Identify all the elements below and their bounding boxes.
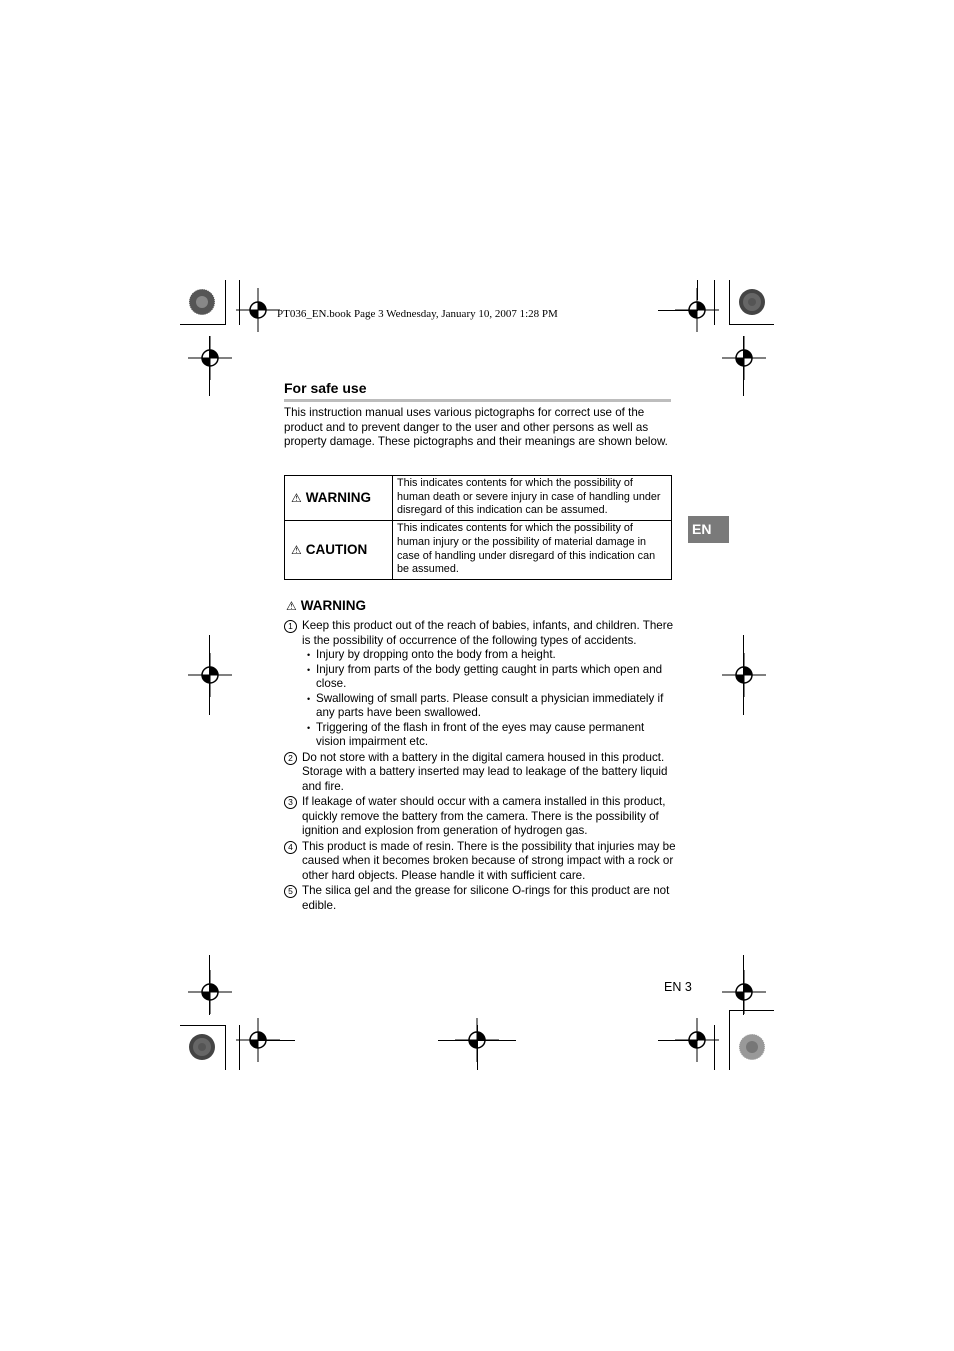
warning-item [284,795,676,839]
warning-item [284,751,676,795]
density-star-mark [188,288,216,316]
warning-heading: ⚠ WARNING [286,598,367,613]
warning-item [284,619,676,750]
legend-row-caution [285,521,672,580]
legend-row-warning [285,476,672,521]
warning-item [284,884,676,913]
legend-label-cell [285,521,393,580]
item-number: 5 [284,885,297,898]
item-text: The silica gel and the grease for silicone O-rings for this product are not edible. [302,884,670,912]
registration-mark [722,336,766,380]
title-underline [284,399,671,402]
item-number: 3 [284,796,297,809]
bullet-item: • Injury from parts of the body getting caught in parts which open and close. [302,663,676,692]
registration-mark [722,653,766,697]
density-star-mark [188,1033,216,1061]
registration-mark [188,970,232,1014]
legend-label: CAUTION [305,541,368,557]
item-number: 1 [284,620,297,633]
bullet-item: • Triggering of the flash in front of the eyes may cause permanent vision impairment etc. [302,721,676,750]
item-text: This product is made of resin. There is the possibility that injuries may be caused when it becomes broken because of strong impact with a rock or other hard objects. Please handle it with sufficient care. [302,839,676,882]
caution-triangle-icon: ⚠ [291,542,302,557]
density-star-mark [738,288,766,316]
bullet-item: • Injury by dropping onto the body from a height. [302,648,676,663]
item-text: Do not store with a battery in the digital camera housed in this product. Storage with a battery inserted may lead to leakage of the battery liquid and fire. [302,750,668,793]
registration-mark [188,336,232,380]
item-number: 2 [284,752,297,765]
legend-label: WARNING [305,489,372,505]
warning-triangle-icon: ⚠ [291,490,302,505]
bullet-list [302,648,676,750]
page-number: EN 3 [664,980,692,994]
bullet-item: • Swallowing of small parts. Please consult a physician immediately if any parts have been swallowed. [302,692,676,721]
intro-paragraph: This instruction manual uses various pictographs for correct use of the product and to prevent danger to the user and other persons as well as property damage. These pictographs and their meanings are shown below. [284,406,668,448]
legend-label-cell [285,476,393,521]
item-text: If leakage of water should occur with a camera installed in this product, quickly remove the battery from the camera. There is the possibility of ignition and explosion from generation of hydrogen gas. [302,795,666,837]
item-text: Keep this product out of the reach of babies, infants, and children. There is the possibility of occurrence of the following types of accidents. [302,619,674,647]
language-tab: EN [688,516,729,543]
warning-item [284,840,676,884]
legend-description: This indicates contents for which the possibility of human injury or the possibility of material damage in case of handling under disregard of this indication can be assumed. [393,521,672,580]
item-number: 4 [284,841,297,854]
pictograph-legend-table [284,475,672,580]
warning-triangle-icon: ⚠ [286,599,297,613]
registration-mark [236,288,280,332]
registration-mark [722,970,766,1014]
section-title: For safe use [284,380,367,396]
legend-description: This indicates contents for which the possibility of human death or severe injury in case of handling under disregard of this indication can be assumed. [393,476,672,521]
registration-mark [188,653,232,697]
density-star-mark [738,1033,766,1061]
warning-list [284,619,676,914]
print-header: PT036_EN.book Page 3 Wednesday, January 10, 2007 1:28 PM [277,308,558,320]
